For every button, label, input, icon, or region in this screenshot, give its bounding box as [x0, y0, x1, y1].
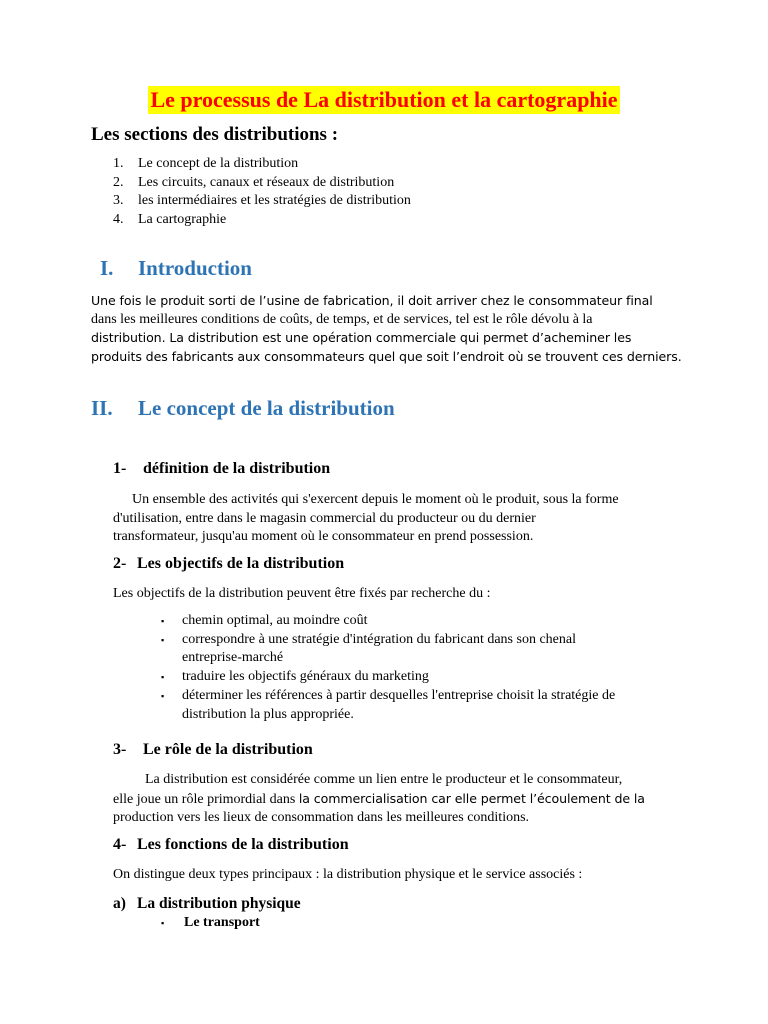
bullet-icon: ▪ — [161, 672, 165, 683]
list-item: 2. Les circuits, canaux et réseaux de distribution — [113, 174, 395, 190]
bullet-icon: ▪ — [161, 616, 165, 626]
list-item: ▪ correspondre à une stratégie d'intégration du fabricant dans son chenal entreprise-marché — [161, 631, 615, 668]
sections-list — [113, 155, 411, 230]
bullet-icon: ▪ — [161, 634, 165, 645]
heading-number: I. — [100, 256, 114, 280]
heading-introduction — [100, 256, 252, 281]
subheading-definition: 1- définition de la distribution — [113, 460, 331, 477]
list-item: ▪ traduire les objectifs généraux du marketing — [161, 668, 615, 687]
subheading-distribution-physique: a) La distribution physique — [113, 895, 301, 912]
introduction-paragraph: Une fois le produit sorti de l’usine de fabrication, il doit arriver chez le consommateur final dans les meilleures conditions de coûts, de temps, et de services, tel est le rôle dévolu à la distribution. La distribution est une opération commerciale qui permet d’acheminer les produits des fabricants aux consommateurs quel que soit l’endroit où se trouvent ces derniers. — [91, 293, 682, 365]
heading-text: Introduction — [138, 256, 252, 280]
role-paragraph: La distribution est considérée comme un lien entre le producteur et le consommateur, elle joue un rôle primordial dans la commercialisation car elle permet l’écoulement de la production vers les lieux de consommation dans les meilleures conditions. — [113, 772, 645, 826]
heading-number: II. — [91, 396, 113, 420]
bullet-icon: ▪ — [161, 690, 165, 701]
list-item: ▪ chemin optimal, au moindre coût — [161, 612, 615, 631]
sections-heading: Les sections des distributions : — [91, 124, 339, 145]
heading-concept — [91, 396, 395, 421]
fonctions-intro: On distingue deux types principaux : la distribution physique et le service associés : — [113, 867, 583, 882]
subheading-objectifs: 2- Les objectifs de la distribution — [113, 555, 345, 572]
document-title: Le processus de La distribution et la cartographie — [150, 87, 618, 112]
heading-text: Le concept de la distribution — [138, 396, 395, 420]
list-item: ▪ Le transport — [161, 914, 260, 933]
subheading-role: 3- Le rôle de la distribution — [113, 741, 313, 758]
objectifs-list — [161, 612, 615, 724]
list-item: 3. les intermédiaires et les stratégies de distribution — [113, 193, 411, 209]
list-item: 4. La cartographie — [113, 212, 227, 228]
list-item: 1. Le concept de la distribution — [113, 156, 299, 171]
subheading-fonctions: 4- Les fonctions de la distribution — [113, 836, 349, 853]
definition-paragraph: Un ensemble des activités qui s'exercent depuis le moment où le produit, sous la forme d'utilisation, entre dans le magasin commercial du producteur ou du dernier transformateur, jusqu'au moment où le consommateur en prend possession. — [113, 492, 619, 545]
list-item: ▪ déterminer les références à partir desquelles l'entreprise choisit la stratégie de distribution la plus appropriée. — [161, 687, 615, 724]
bullet-icon: ▪ — [161, 918, 165, 928]
title-container — [0, 86, 768, 114]
objectifs-intro: Les objectifs de la distribution peuvent être fixés par recherche du : — [113, 586, 491, 601]
